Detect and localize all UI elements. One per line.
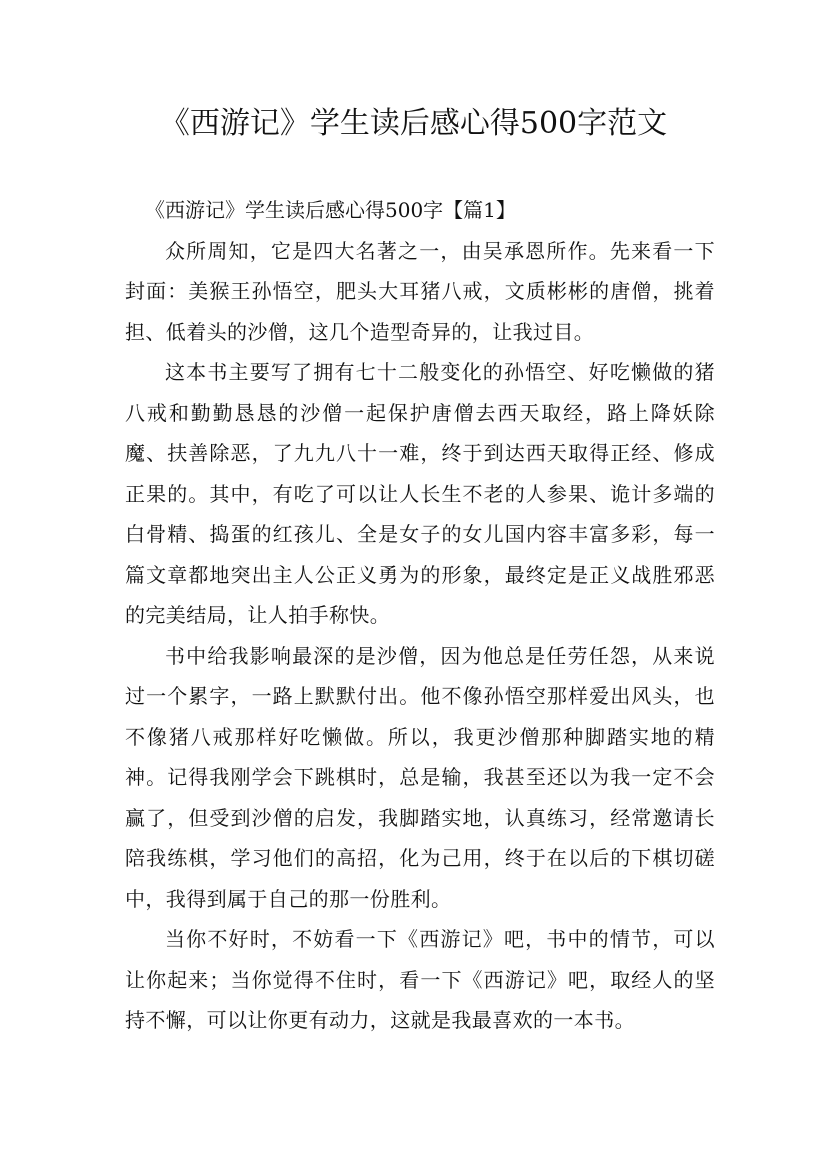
document-title: 《西游记》学生读后感心得500字范文 (159, 106, 668, 141)
document-body (125, 190, 715, 1041)
paragraph-2: 这本书主要写了拥有七十二般变化的孙悟空、好吃懒做的猪八戒和勤勤恳恳的沙僧一起保护唐僧去西天取经，路上降妖除魔、扶善除恶，了九九八十一难，终于到达西天取得正经、修成正果的。其中，有吃了可以让人长生不老的人参果、诡计多端的白骨精、捣蛋的红孩儿、全是女子的女儿国内容丰富多彩，每一篇文章都地突出主人公正义勇为的形象，最终定是正义战胜邪恶的完美结局，让人拍手称快。 (125, 360, 715, 627)
paragraph-4: 当你不好时，不妨看一下《西游记》吧，书中的情节，可以让你起来；当你觉得不住时，看一下《西游记》吧，取经人的坚持不懈，可以让你更有动力，这就是我最喜欢的一本书。 (125, 927, 715, 1032)
section-heading: 《西游记》学生读后感心得500字【篇1】 (145, 198, 516, 222)
paragraph-3: 书中给我影响最深的是沙僧，因为他总是任劳任怨，从来说过一个累字，一路上默默付出。他不像孙悟空那样爱出风头，也不像猪八戒那样好吃懒做。所以，我更沙僧那种脚踏实地的精神。记得我刚学会下跳棋时，总是输，我甚至还以为我一定不会赢了，但受到沙僧的启发，我脚踏实地，认真练习，经常邀请长陪我练棋，学习他们的高招，化为己用，终于在以后的下棋切磋中，我得到属于自己的那一份胜利。 (125, 643, 715, 911)
paragraph-1: 众所周知，它是四大名著之一，由吴承恩所作。先来看一下封面：美猴王孙悟空，肥头大耳猪八戒，文质彬彬的唐僧，挑着担、低着头的沙僧，这几个造型奇异的，让我过目。 (125, 238, 715, 344)
